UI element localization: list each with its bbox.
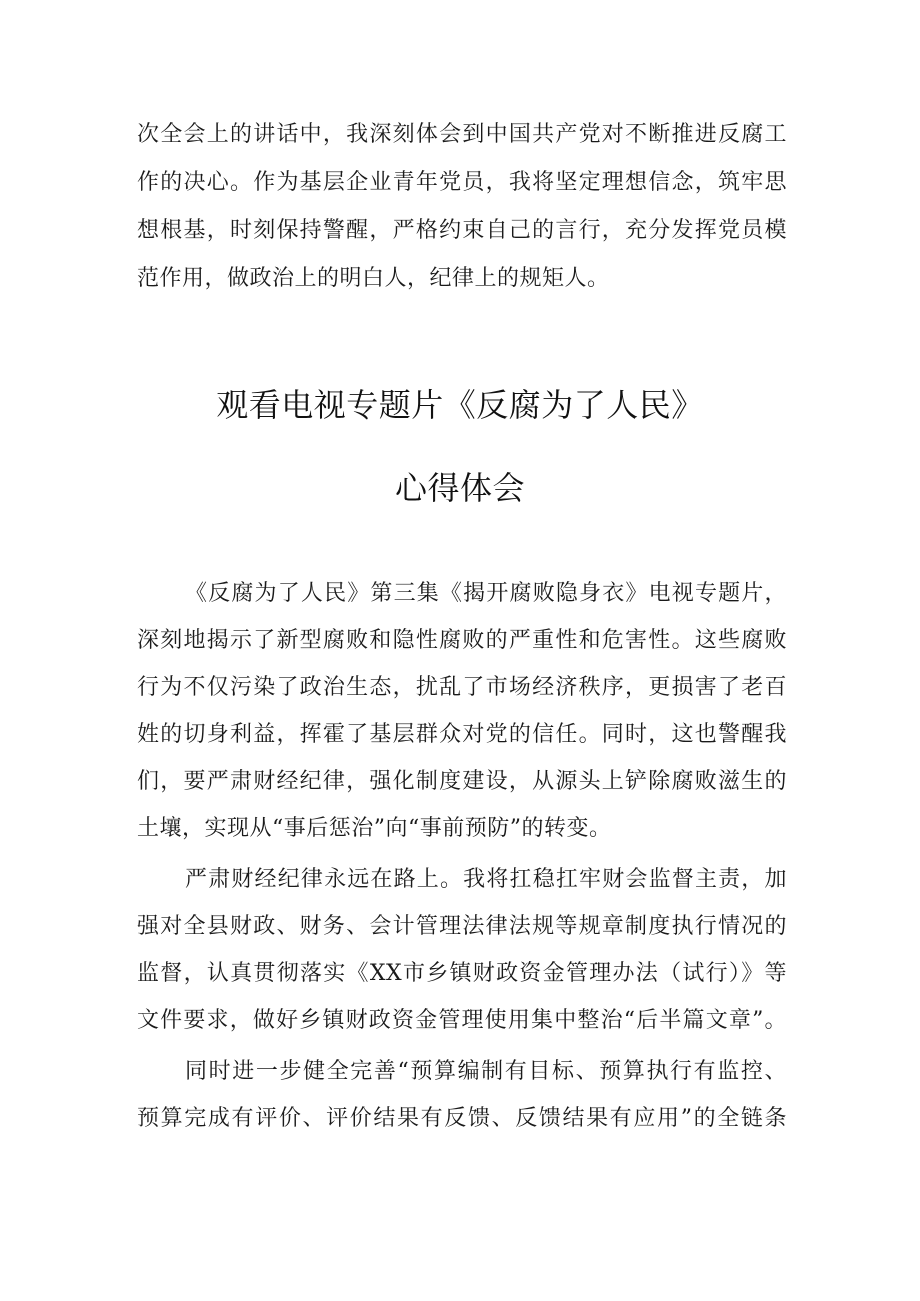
paragraph-line: 强对全县财政、财务、会计管理法律法规等规章制度执行情况的 [137,914,787,939]
paragraph-line: 预算完成有评价、评价结果有反馈、反馈结果有应用”的全链条 [137,1106,787,1131]
paragraph-line: 们，要严肃财经纪律，强化制度建设，从源头上铲除腐败滋生的 [137,769,787,794]
paragraph-line: 行为不仅污染了政治生态，扰乱了市场经济秩序，更损害了老百 [137,675,787,700]
paragraph-line: 文件要求，做好乡镇财政资金管理使用集中整治“后半篇文章”。 [137,1008,787,1033]
document-title: 观看电视专题片《反腐为了人民》 [216,386,704,424]
paragraph-line: 土壤，实现从“事后惩治”向“事前预防”的转变。 [137,816,612,841]
paragraph-line: 同时进一步健全完善“预算编制有目标、预算执行有监控、 [185,1059,787,1084]
paragraph-line: 姓的切身利益，挥霍了基层群众对党的信任。同时，这也警醒我 [137,722,787,747]
paragraph-line: 严肃财经纪律永远在路上。我将扛稳扛牢财会监督主责，加 [185,867,787,892]
intro-line: 次全会上的讲话中，我深刻体会到中国共产党对不断推进反腐工 [137,122,787,147]
intro-line: 范作用，做政治上的明白人，纪律上的规矩人。 [137,266,610,291]
intro-line: 想根基，时刻保持警醒，严格约束自己的言行，充分发挥党员模 [137,218,787,243]
document-subtitle: 心得体会 [394,469,525,507]
paragraph-line: 深刻地揭示了新型腐败和隐性腐败的严重性和危害性。这些腐败 [137,628,787,653]
intro-line: 作的决心。作为基层企业青年党员，我将坚定理想信念，筑牢思 [137,170,787,195]
paragraph-line: 《反腐为了人民》第三集《揭开腐败隐身衣》电视专题片， [185,581,787,606]
paragraph-line: 监督，认真贯彻落实《XX市乡镇财政资金管理办法（试行）》等 [137,961,787,986]
